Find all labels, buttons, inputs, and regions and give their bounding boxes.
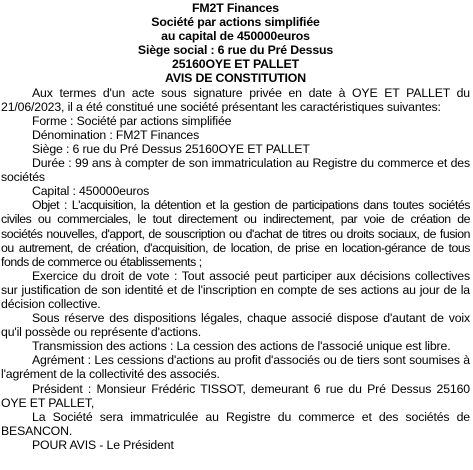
intro-paragraph: Aux termes d'un acte sous signature privée en date à OYE ET PALLET du 21/06/2023, il a été constitué une société présentant les caractéristiques suivantes: (1, 85, 470, 114)
voting-rights-paragraph: Exercice du droit de vote : Tout associé peut participer aux décisions collectives sur justification de son identité et de l'inscription en compte de ses actions au jour de la décision collective. (1, 268, 470, 311)
company-capital: au capital de 450000euros (161, 29, 310, 44)
president-paragraph: Président : Monsieur Frédéric TISSOT, demeurant 6 rue du Pré Dessus 25160 OYE ET PALLET, (1, 381, 470, 410)
registered-city: 25160OYE ET PALLET (172, 57, 299, 72)
field-objet: Objet : L'acquisition, la détention et la gestion de participations dans toutes sociétés civiles ou commerciales, le tout directement ou indirectement, par voie de création de sociétés nouvelles, d'apport, de souscription ou d'achat de titres ou droits sociaux, de fusion ou autrement, de création, d'acquisition, de location, de prise en location-gérance de tous fonds de commerce ou établissements ; (1, 198, 470, 269)
notice-header (1, 1, 470, 86)
field-duree: Durée : 99 ans à compter de son immatriculation au Registre du commerce et des sociétés (1, 156, 470, 185)
field-capital: Capital : 450000euros (32, 184, 150, 199)
registered-office: Siège social : 6 rue du Pré Dessus (137, 43, 334, 58)
share-transfer-paragraph: Transmission des actions : La cession des actions de l'associé unique est libre. (32, 339, 451, 354)
legal-reserve-paragraph: Sous réserve des dispositions légales, chaque associé dispose d'autant de voix qu'il possède ou représente d'actions. (1, 311, 470, 340)
signature-line: POUR AVIS - Le Président (32, 437, 174, 452)
field-siege: Siège : 6 rue du Pré Dessus 25160OYE ET PALLET (32, 141, 310, 156)
field-denomination: Dénomination : FM2T Finances (32, 127, 200, 142)
registration-paragraph: La Société sera immatriculée au Registre du commerce et des sociétés de BESANCON. (1, 409, 470, 438)
company-form: Société par actions simplifiée (151, 15, 320, 30)
notice-title: AVIS DE CONSTITUTION (165, 71, 306, 86)
company-name: FM2T Finances (192, 1, 279, 15)
field-forme: Forme : Société par actions simplifiée (32, 113, 232, 128)
approval-paragraph: Agrément : Les cessions d'actions au profit d'associés ou de tiers sont soumises à l'agrément de la collectivité des associés. (1, 353, 470, 382)
